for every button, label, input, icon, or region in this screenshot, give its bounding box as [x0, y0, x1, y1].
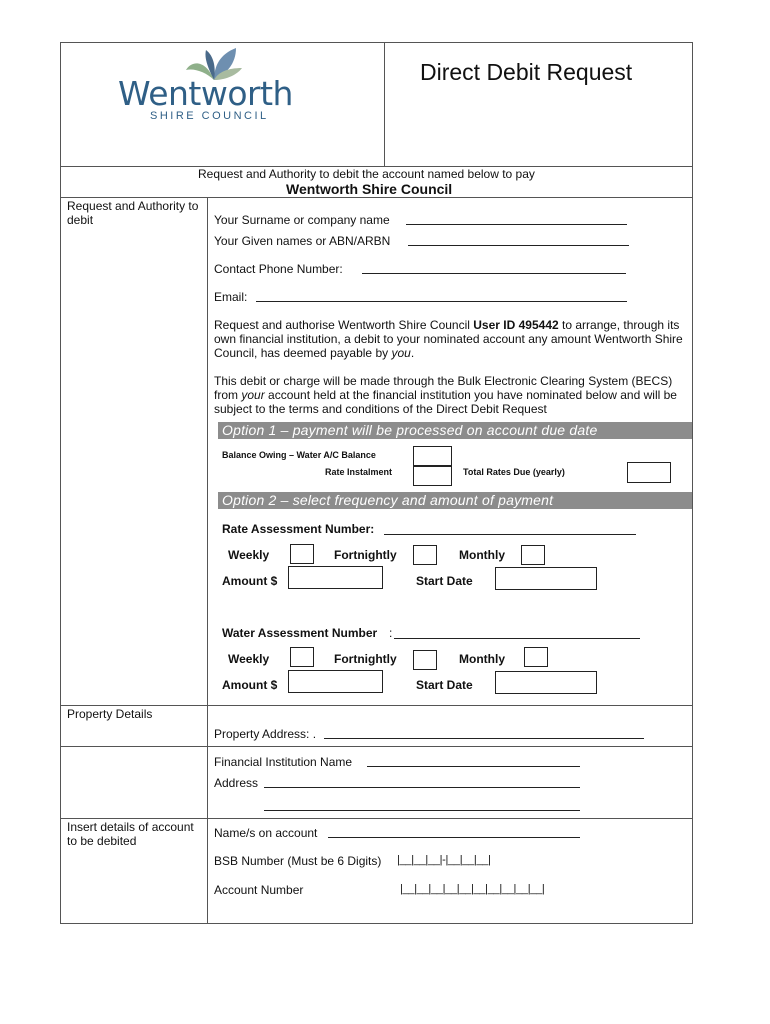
balance-owing-box[interactable] [413, 446, 452, 466]
fortnightly-label-1: Fortnightly [334, 548, 397, 562]
fortnightly-label-2: Fortnightly [334, 652, 397, 666]
water-assessment-field[interactable] [394, 638, 640, 639]
monthly-label-1: Monthly [459, 548, 505, 562]
weekly-label-2: Weekly [228, 652, 270, 666]
rate-instalment-label: Rate Instalment [325, 467, 393, 477]
label-insert-details: Insert details of account to be debited [67, 820, 194, 848]
frame-right [692, 42, 693, 924]
label-request-authority: Request and Authority to debit [67, 199, 199, 227]
logo-wordmark: Wentworth [118, 74, 293, 113]
surname-field[interactable] [406, 224, 627, 225]
institution-address-field-2[interactable] [264, 810, 580, 811]
weekly-checkbox-1[interactable] [290, 544, 314, 564]
property-address-label: Property Address: . [214, 727, 317, 741]
row-financial-top [60, 746, 693, 747]
start-date-label-2: Start Date [416, 678, 473, 692]
water-assessment-colon: : [389, 626, 393, 640]
institution-address-field[interactable] [264, 787, 580, 788]
balance-owing-label: Balance Owing – Water A/C Balance [222, 450, 376, 460]
phone-label: Contact Phone Number: [214, 262, 343, 276]
account-names-field[interactable] [328, 837, 580, 838]
amount-label-2: Amount $ [222, 678, 278, 692]
rate-assessment-field[interactable] [384, 534, 636, 535]
fortnightly-checkbox-2[interactable] [413, 650, 437, 670]
total-rates-label: Total Rates Due (yearly) [463, 467, 565, 477]
amount-label-1: Amount $ [222, 574, 278, 588]
bsb-label: BSB Number (Must be 6 Digits) [214, 854, 382, 868]
bsb-field[interactable]: |__|__|__|-|__|__|__| [397, 854, 491, 866]
account-number-field[interactable]: |__|__|__|__|__|__|__|__|__|__| [400, 883, 545, 895]
frame-left [60, 42, 61, 924]
becs-paragraph: This debit or charge will be made through the Bulk Electronic Clearing System (BECS) from your account held at the financial institution you have nominated below and will be subject to the terms and conditions of the Direct Debit Request [214, 374, 677, 416]
rate-assessment-label: Rate Assessment Number: [222, 522, 375, 536]
option1-header: Option 1 – payment will be processed on account due date [218, 422, 692, 439]
start-date-label-1: Start Date [416, 574, 473, 588]
institution-field[interactable] [367, 766, 580, 767]
property-address-field[interactable] [324, 738, 644, 739]
institution-address-label: Address [214, 776, 259, 790]
total-rates-box[interactable] [627, 462, 671, 483]
row-property-top [60, 705, 693, 706]
intro-bottom [60, 197, 693, 198]
given-names-field[interactable] [408, 245, 629, 246]
page-title: Direct Debit Request [420, 59, 633, 85]
intro-line: Request and Authority to debit the account named below to pay [198, 167, 535, 181]
monthly-checkbox-2[interactable] [524, 647, 548, 667]
surname-label: Your Surname or company name [214, 213, 390, 227]
phone-field[interactable] [362, 273, 626, 274]
water-assessment-label: Water Assessment Number [222, 626, 378, 640]
amount-field-2[interactable] [288, 670, 383, 693]
monthly-checkbox-1[interactable] [521, 545, 545, 565]
weekly-checkbox-2[interactable] [290, 647, 314, 667]
email-field[interactable] [256, 301, 627, 302]
label-property-details: Property Details [67, 707, 153, 721]
weekly-label-1: Weekly [228, 548, 270, 562]
frame-bottom [60, 923, 693, 924]
row-account-top [60, 818, 693, 819]
monthly-label-2: Monthly [459, 652, 505, 666]
institution-label: Financial Institution Name [214, 755, 353, 769]
account-names-label: Name/s on account [214, 826, 318, 840]
column-divider [207, 197, 208, 924]
amount-field-1[interactable] [288, 566, 383, 589]
frame-top [60, 42, 693, 43]
start-date-field-1[interactable] [495, 567, 597, 590]
account-number-label: Account Number [214, 883, 304, 897]
option2-header: Option 2 – select frequency and amount of payment [218, 492, 692, 509]
payee-name: Wentworth Shire Council [286, 181, 453, 197]
start-date-field-2[interactable] [495, 671, 597, 694]
given-names-label: Your Given names or ABN/ARBN [214, 234, 391, 248]
logo-subtitle: SHIRE COUNCIL [150, 110, 269, 122]
email-label: Email: [214, 290, 248, 304]
header-divider [384, 42, 385, 167]
authorise-paragraph: Request and authorise Wentworth Shire Council User ID 495442 to arrange, through its own financial institution, a debit to your nominated account any amount Wentworth Shire Council, has deemed payable by you. [214, 318, 683, 360]
fortnightly-checkbox-1[interactable] [413, 545, 437, 565]
becs-clip [214, 374, 686, 422]
rate-instalment-box[interactable] [413, 466, 452, 486]
council-logo [118, 46, 304, 126]
